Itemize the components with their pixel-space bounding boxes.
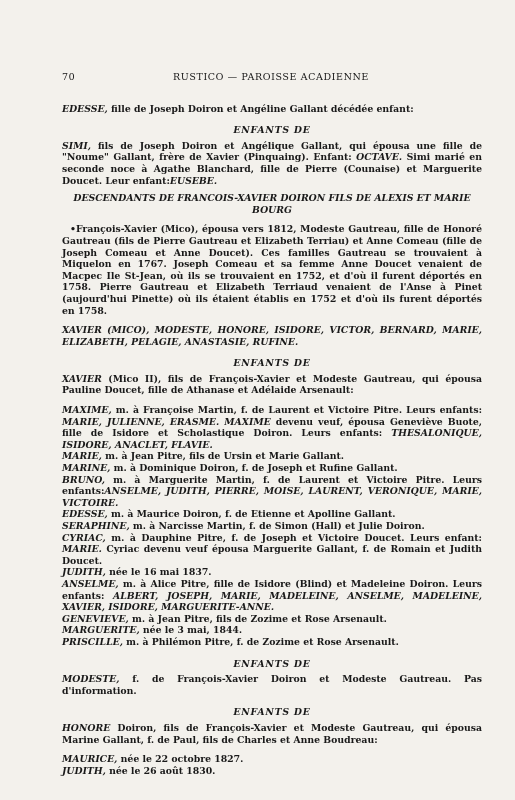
page-header — [62, 72, 482, 84]
children-list: XAVIER (MICO), MODESTE, HONORE, ISIDORE, VICTOR, BERNARD, MARIE, ELIZABETH, PELAGIE, ANASTASIE, RUFINE. — [62, 325, 482, 348]
entry-judith-2: JUDITH, née le 26 août 1830. — [62, 765, 216, 777]
entry-seraphine: SERAPHINE, m. à Narcisse Martin, f. de Simon (Hall) et Julie Doiron. — [62, 521, 425, 532]
entry-honore: HONORE Doiron, fils de François-Xavier et Modeste Gautreau, qui épousa Marine Gallant, f. de Paul, fils de Charles et Anne Boudreau: — [62, 722, 482, 746]
entry-maxime: MAXIME, m. à Françoise Martin, f. de Laurent et Victoire Pitre. Leurs enfants: MARIE, JULIENNE, ERASME. MAXIME devenu veuf, épousa Geneviève Buote, fille de Isidore et Scholastique Doiron. Leurs enfants: THESALONIQUE, ISIDORE, ANACLET, FLAVIE. — [62, 405, 482, 451]
entry-modeste: MODESTE, f. de François-Xavier Doiron et Modeste Gautreau. Pas d'information. — [62, 674, 482, 697]
entry-cyriac: CYRIAC, m. à Dauphine Pitre, f. de Joseph et Victoire Doucet. Leurs enfant: MARIE. Cyriac devenu veuf épousa Marguerite Gallant, f. de Romain et Judith Doucet. — [62, 532, 482, 567]
entry-genevieve: GENEVIEVE, m. à Jean Pitre, fils de Zozime et Rose Arsenault. — [62, 613, 387, 625]
entry-maurice: MAURICE, née le 22 octobre 1827. — [62, 754, 244, 766]
heading-enfants-de-2: ENFANTS DE — [233, 358, 311, 370]
entry-marguerite: MARGUERITE, née le 3 mai, 1844. — [62, 625, 243, 637]
paragraph-francois-xavier: • François-Xavier (Mico), épousa vers 1812, Modeste Gautreau, fille de Honoré Gautreau (fils de Pierre Gautreau et Elizabeth Terriau) et Anne Comeau (fille de Joseph Comeau et Anne Doucet). Ces familles Gautreau se trouvaient à Miquelon en 1767. Joseph Comeau et sa femme Anne Doucet venaient de Macpec Ile St-Jean, où ils se trouvaient en 1752, et d'où il furent déportés en 1758. Pierre Gautreau et Elizabeth Terriaud venaient de l'Anse à Pinet (aujourd'hui Pinette) où ils étaient établis en 1752 et d'où ils furent déportés en 1758. — [62, 224, 482, 317]
bullet-mark: • — [70, 224, 76, 236]
entry-bruno: BRUNO, m. à Marguerite Martin, f. de Laurent et Victoire Pitre. Leurs enfants:ANSELME, JUDITH, PIERRE, MOISE, LAURENT, VERONIQUE, MARIE, VICTOIRE. — [62, 474, 482, 509]
entry-anselme: ANSELME, m. à Alice Pitre, fille de Isidore (Blind) et Madeleine Doiron. Leurs enfants: ALBERT, JOSEPH, MARIE, MADELEINE, ANSELME, MADELEINE, XAVIER, ISIDORE, MARGUERITE-ANNE. — [62, 578, 483, 614]
document-page — [62, 72, 482, 777]
entry-marine: MARINE, m. à Dominique Doiron, f. de Joseph et Rufine Gallant. — [62, 463, 398, 475]
entry-priscille: PRISCILLE, m. à Philémon Pitre, f. de Zozime et Rose Arsenault. — [62, 636, 399, 648]
entry-edesse: EDESSE, fille de Joseph Doiron et Angéline Gallant décédée enfant: — [62, 103, 414, 115]
page-number: 70 — [62, 72, 76, 83]
heading-enfants-de-1: ENFANTS DE — [233, 125, 311, 137]
entry-edesse-2: EDESSE, m. à Maurice Doiron, f. de Etienne et Apolline Gallant. — [62, 509, 396, 521]
entry-marie: MARIE, m. à Jean Pitre, fils de Ursin et Marie Gallant. — [62, 451, 345, 463]
entry-xavier: XAVIER (Mico II), fils de François-Xavier et Modeste Gautreau, qui épousa Pauline Doucet, fille de Athanase et Adélaide Arsenault: — [62, 373, 482, 397]
running-title: RUSTICO — PAROISSE ACADIENNE — [173, 72, 369, 83]
heading-enfants-de-3: ENFANTS DE — [233, 658, 311, 670]
entry-judith: JUDITH, née le 16 mai 1837. — [62, 567, 212, 579]
entry-simi: SIMI, fils de Joseph Doiron et Angélique Gallant, qui épousa une fille de "Noume" Gallant, frère de Xavier (Pinquaing). Enfant: OCTAVE. Simi marié en seconde noce à Agathe Blanchard, fille de Pierre (Counaise) et Marguerite Doucet. Leur enfant:EUSEBE. — [62, 140, 482, 187]
heading-enfants-de-4: ENFANTS DE — [233, 707, 311, 719]
section-title: DESCENDANTS DE FRANCOIS-XAVIER DOIRON FILS DE ALEXIS ET MARIE BOURG — [73, 193, 471, 216]
